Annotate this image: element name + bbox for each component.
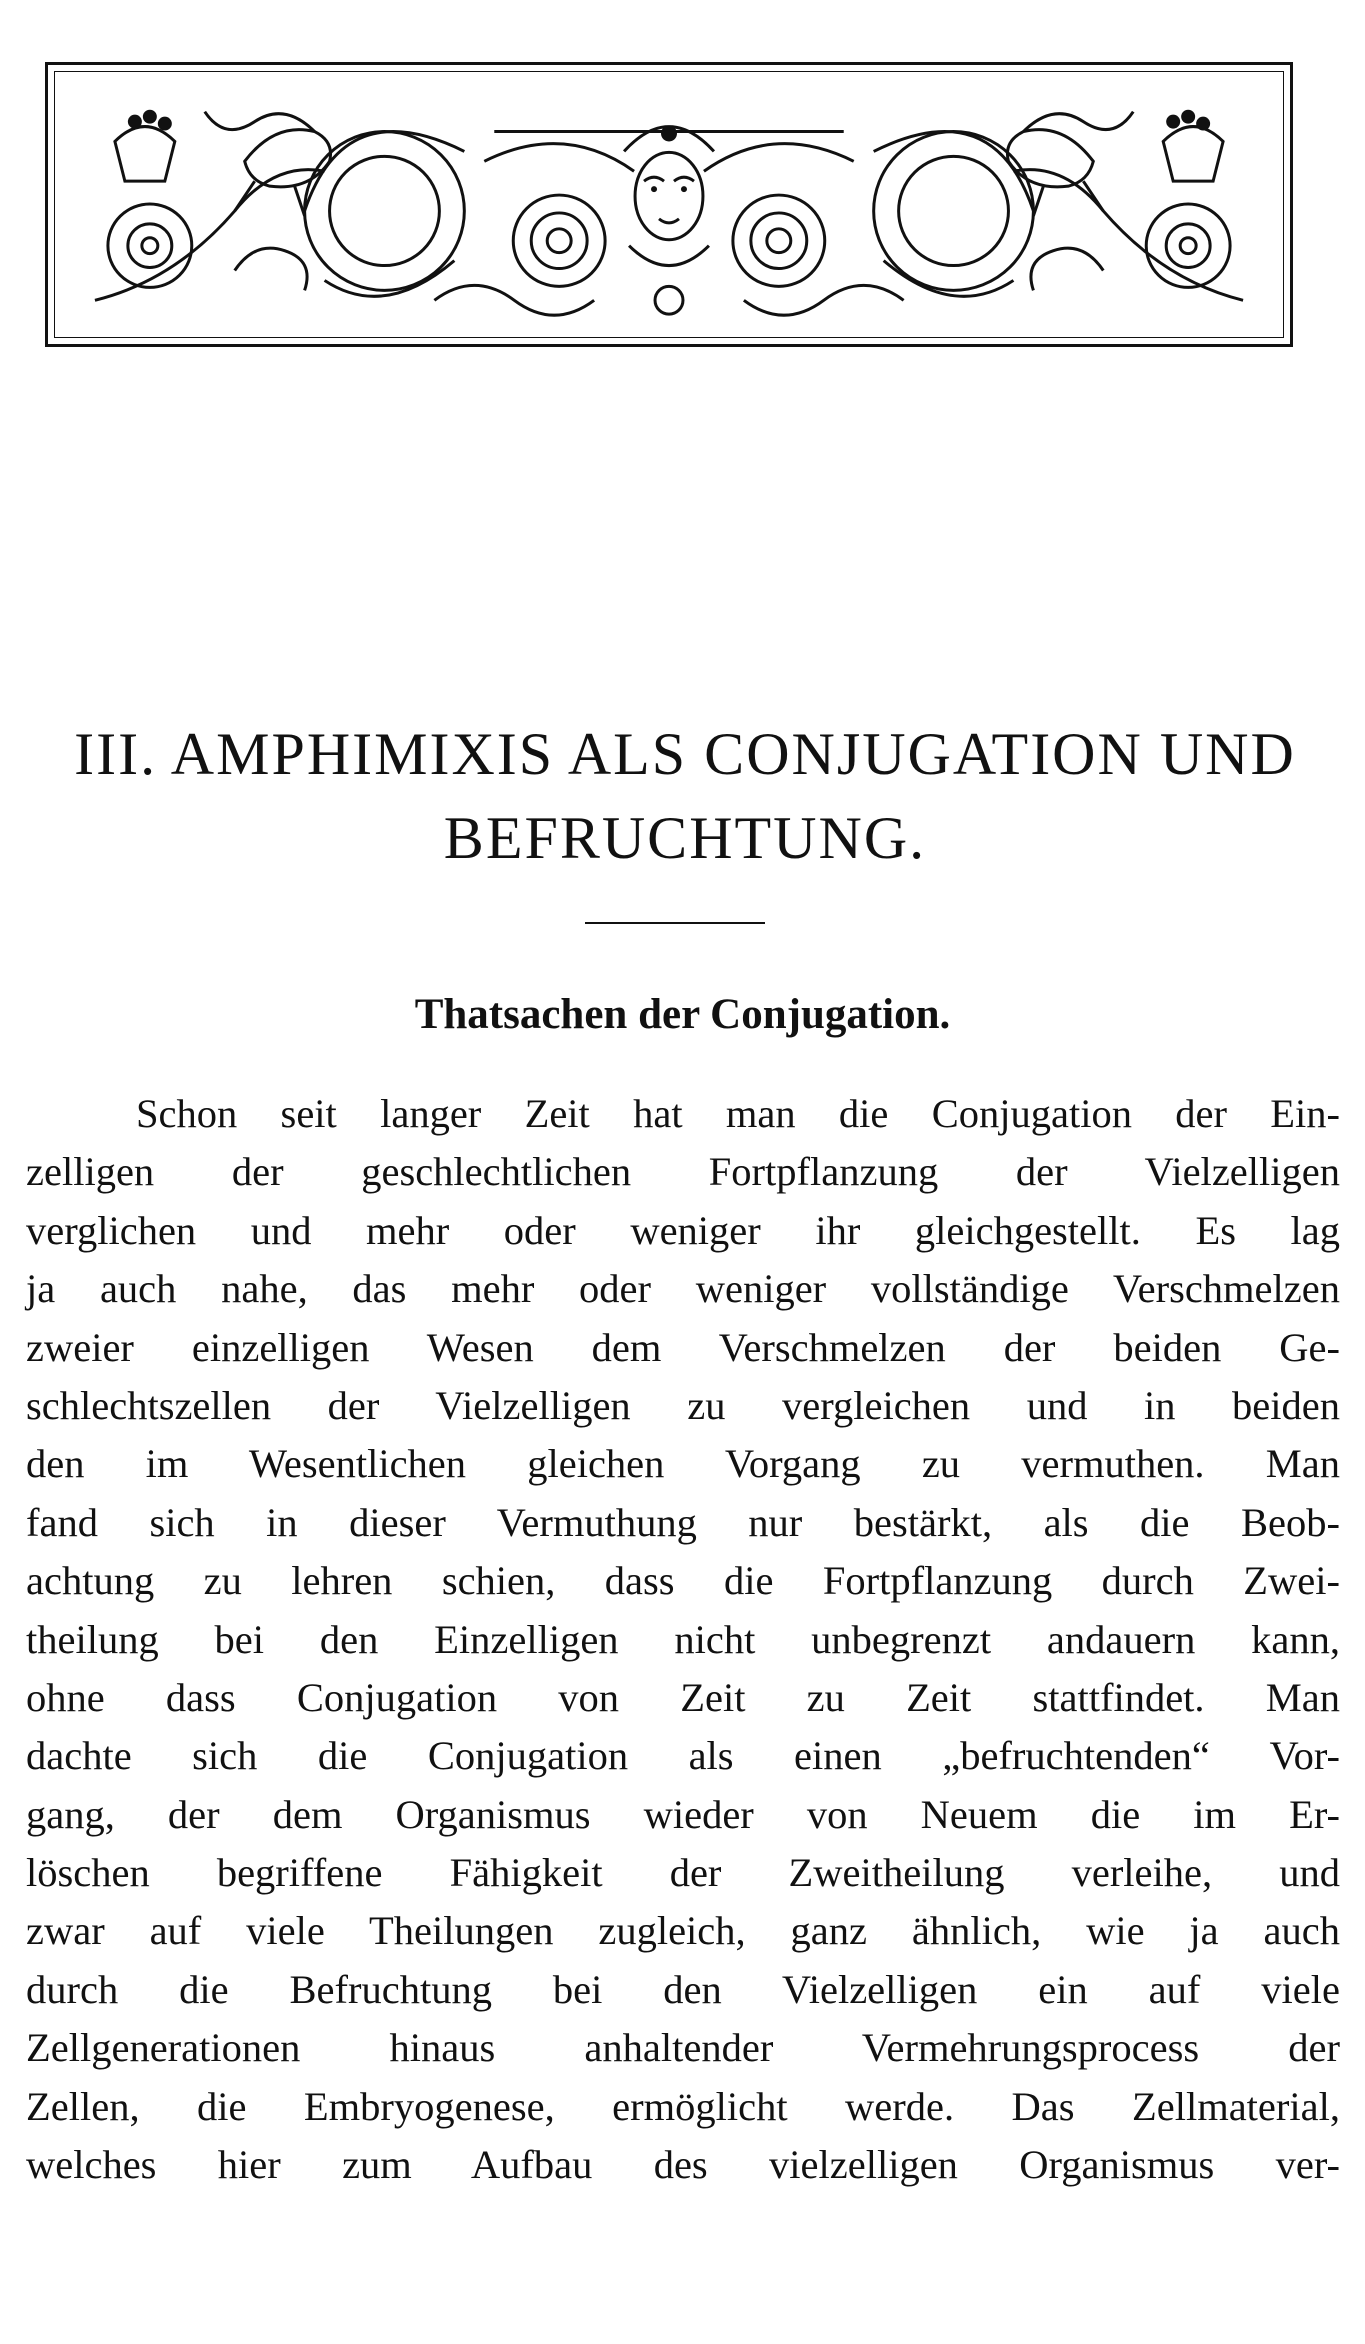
text-line: löschen begriffene Fähigkeit der Zweitheilung verleihe, und <box>26 1850 1340 1896</box>
chapter-title-line-2: BEFRUCHTUNG. <box>443 805 927 871</box>
headpiece-frame <box>54 71 1284 338</box>
text-line: zelligen der geschlechtlichen Fortpflanzung der Vielzelligen <box>26 1149 1340 1195</box>
text-line: zweier einzelligen Wesen dem Verschmelzen der beiden Ge- <box>26 1324 1340 1370</box>
text-line: welches hier zum Aufbau des vielzelligen Organismus ver- <box>26 2142 1340 2188</box>
text-line: verglichen und mehr oder weniger ihr gleichgestellt. Es lag <box>26 1207 1340 1253</box>
title-divider-rule <box>585 922 765 924</box>
chapter-title <box>30 712 1340 880</box>
decorative-headpiece <box>45 62 1293 347</box>
text-line: Zellen, die Embryogenese, ermöglicht werde. Das Zellmaterial, <box>26 2083 1340 2129</box>
text-line: Schon seit langer Zeit hat man die Conjugation der Ein- <box>136 1091 1340 1136</box>
text-line: den im Wesentlichen gleichen Vorgang zu vermuthen. Man <box>26 1441 1340 1487</box>
text-line: Zellgenerationen hinaus anhaltender Vermehrungsprocess der <box>26 2025 1340 2071</box>
text-line: zwar auf viele Theilungen zugleich, ganz ähnlich, wie ja auch <box>26 1908 1340 1954</box>
text-line: fand sich in dieser Vermuthung nur bestärkt, als die Beob- <box>26 1499 1340 1545</box>
text-line: dachte sich die Conjugation als einen „befruchtenden“ Vor- <box>26 1733 1340 1779</box>
text-line: ohne dass Conjugation von Zeit zu Zeit stattfindet. Man <box>26 1674 1340 1720</box>
text-line: schlechtszellen der Vielzelligen zu vergleichen und in beiden <box>26 1382 1340 1428</box>
text-line: ja auch nahe, das mehr oder weniger vollständige Verschmelzen <box>26 1266 1340 1312</box>
text-line: gang, der dem Organismus wieder von Neuem die im Er- <box>26 1791 1340 1837</box>
text-line: theilung bei den Einzelligen nicht unbegrenzt andauern kann, <box>26 1616 1340 1662</box>
section-heading: Thatsachen der Conjugation. <box>414 991 951 1038</box>
ornament-scrollwork-icon <box>55 72 1283 337</box>
text-line: achtung zu lehren schien, dass die Fortpflanzung durch Zwei- <box>26 1558 1340 1604</box>
text-line: durch die Befruchtung bei den Vielzelligen ein auf viele <box>26 1966 1340 2012</box>
chapter-title-line-1: III. AMPHIMIXIS ALS CONJUGATION UND <box>74 721 1296 787</box>
body-paragraph <box>26 1085 1340 2194</box>
